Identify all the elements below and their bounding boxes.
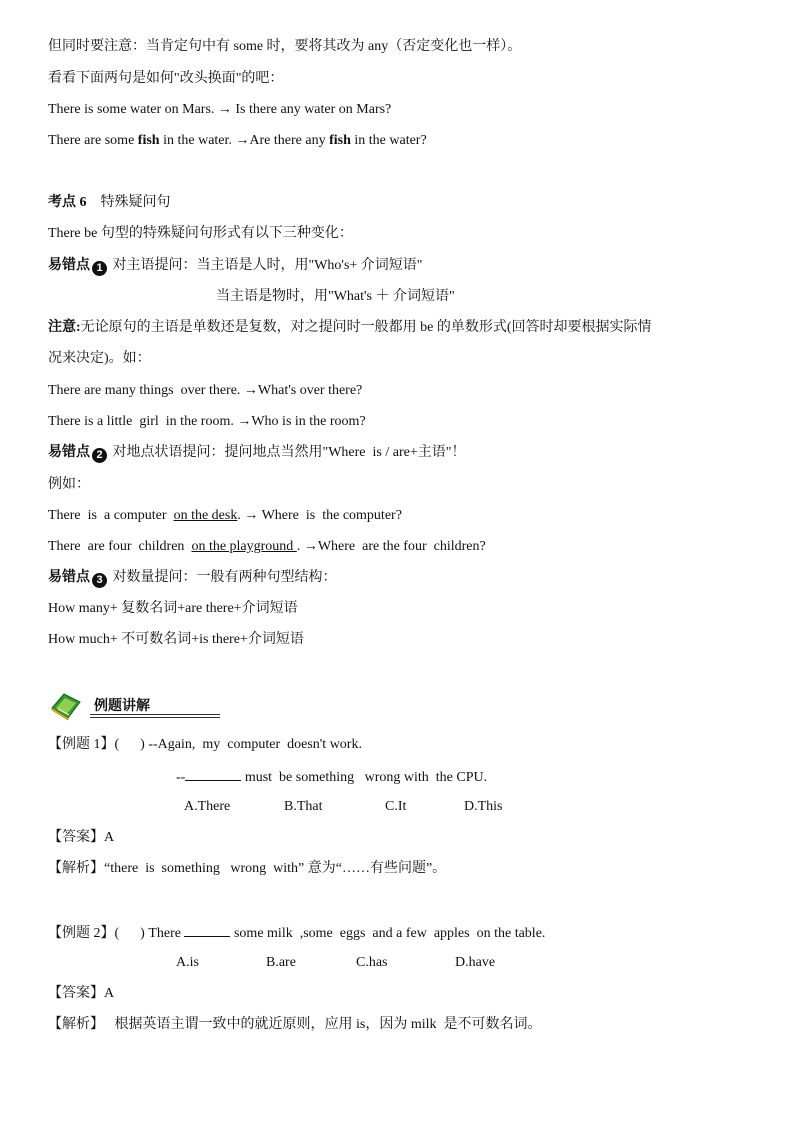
intro-example-2 [48, 132, 427, 150]
analysis-label: 【解析】 [48, 1017, 104, 1032]
point-2 [48, 444, 465, 463]
option-a: A.There [184, 799, 231, 814]
point-label: 易错点 [48, 570, 90, 585]
question-label: 【例题 2】( ) [48, 926, 145, 941]
answer-blank [185, 767, 241, 781]
point-1 [48, 257, 423, 276]
text: . → Where is the computer? [237, 508, 402, 523]
example-c [48, 507, 402, 525]
point-1-line-2: 当主语是物时，用"What's ＋ 介词短语" [216, 289, 455, 304]
text: . →Where are the four children? [296, 539, 486, 554]
question-1 [48, 736, 362, 754]
question-2 [48, 923, 545, 943]
section-heading [48, 194, 171, 212]
circled-number: 2 [92, 448, 107, 463]
example-banner [50, 690, 174, 720]
circled-number: 1 [92, 261, 107, 276]
divider [90, 714, 220, 715]
text: some milk ,some eggs and a few apples on the table. [230, 926, 546, 941]
answer-value: A [104, 986, 115, 1001]
point-text: 对主语提问：当主语是人时，用"Who's+ 介词短语" [109, 258, 423, 273]
circled-number: 3 [92, 573, 107, 588]
pencil-book-icon [50, 690, 90, 720]
text: in the water. →Are there any [159, 133, 330, 148]
example-d [48, 538, 486, 556]
note-text: 无论原句的主语是单数还是复数，对之提问时一般都用 be 的单数形式(回答时却要根据实际情 [80, 320, 652, 335]
point-label: 易错点 [48, 445, 90, 460]
answer-blank [184, 923, 230, 937]
analysis-text: 根据英语主谓一致中的就近原则，应用 is，因为 milk 是不可数名词。 [104, 1017, 542, 1032]
note [48, 319, 652, 337]
analysis-text: “there is something wrong with” 意为“……有些问题”。 [104, 861, 447, 876]
example-a: There are many things over there. →What's over there? [48, 383, 363, 398]
example-b: There is a little girl in the room. →Who is in the room? [48, 414, 366, 429]
for-example: 例如： [48, 477, 90, 492]
banner-title: 例题讲解 [94, 698, 150, 714]
option-d: D.This [464, 799, 503, 814]
question-label: 【例题 1】( ) [48, 737, 145, 752]
answer-1 [48, 829, 114, 847]
option-b: B.That [284, 799, 323, 814]
section-title: 特殊疑问句 [100, 195, 171, 210]
option-c: C.has [356, 955, 388, 970]
answer-label: 【答案】 [48, 986, 104, 1001]
divider [90, 717, 220, 718]
option-d: D.have [455, 955, 496, 970]
bold-word: fish [329, 133, 351, 148]
text: in the water? [350, 133, 427, 148]
analysis-2 [48, 1016, 542, 1034]
answer-value: A [104, 830, 115, 845]
note-label: 注意: [48, 320, 81, 335]
text: There are some [48, 133, 138, 148]
option-b: B.are [266, 955, 296, 970]
underlined-phrase: on the playground [191, 539, 297, 554]
note-line-2: 况来决定)。如： [48, 351, 151, 366]
pattern-1: How many+ 复数名词+are there+介词短语 [48, 601, 298, 616]
option-a: A.is [176, 955, 199, 970]
point-label: 易错点 [48, 258, 90, 273]
underlined-phrase: on the desk [173, 508, 238, 523]
answer-2 [48, 985, 114, 1003]
option-c: C.It [385, 799, 407, 814]
question-1-line-2 [176, 767, 487, 787]
question-text: --Again, my computer doesn't work. [144, 737, 362, 752]
text: There is a computer [48, 508, 174, 523]
text: -- [176, 770, 186, 785]
intro-line-1: 但同时要注意：当肯定句中有 some 时，要将其改为 any（否定变化也一样）。 [48, 39, 522, 54]
intro-line-2: 看看下面两句是如何"改头换面"的吧： [48, 71, 284, 86]
section-label: 考点 6 [48, 195, 87, 210]
text: must be something wrong with the CPU. [241, 770, 488, 785]
text: There are four children [48, 539, 192, 554]
analysis-label: 【解析】 [48, 861, 104, 876]
pattern-2: How much+ 不可数名词+is there+介词短语 [48, 632, 304, 647]
section-intro: There be 句型的特殊疑问句形式有以下三种变化： [48, 226, 353, 241]
point-text: 对数量提问：一般有两种句型结构： [109, 570, 337, 585]
point-3 [48, 569, 337, 588]
analysis-1 [48, 860, 446, 878]
intro-example-1: There is some water on Mars. → Is there any water on Mars? [48, 102, 392, 117]
text: There [144, 926, 185, 941]
point-text: 对地点状语提问：提问地点当然用"Where is / are+主语"！ [109, 445, 466, 460]
answer-label: 【答案】 [48, 830, 104, 845]
bold-word: fish [137, 133, 160, 148]
